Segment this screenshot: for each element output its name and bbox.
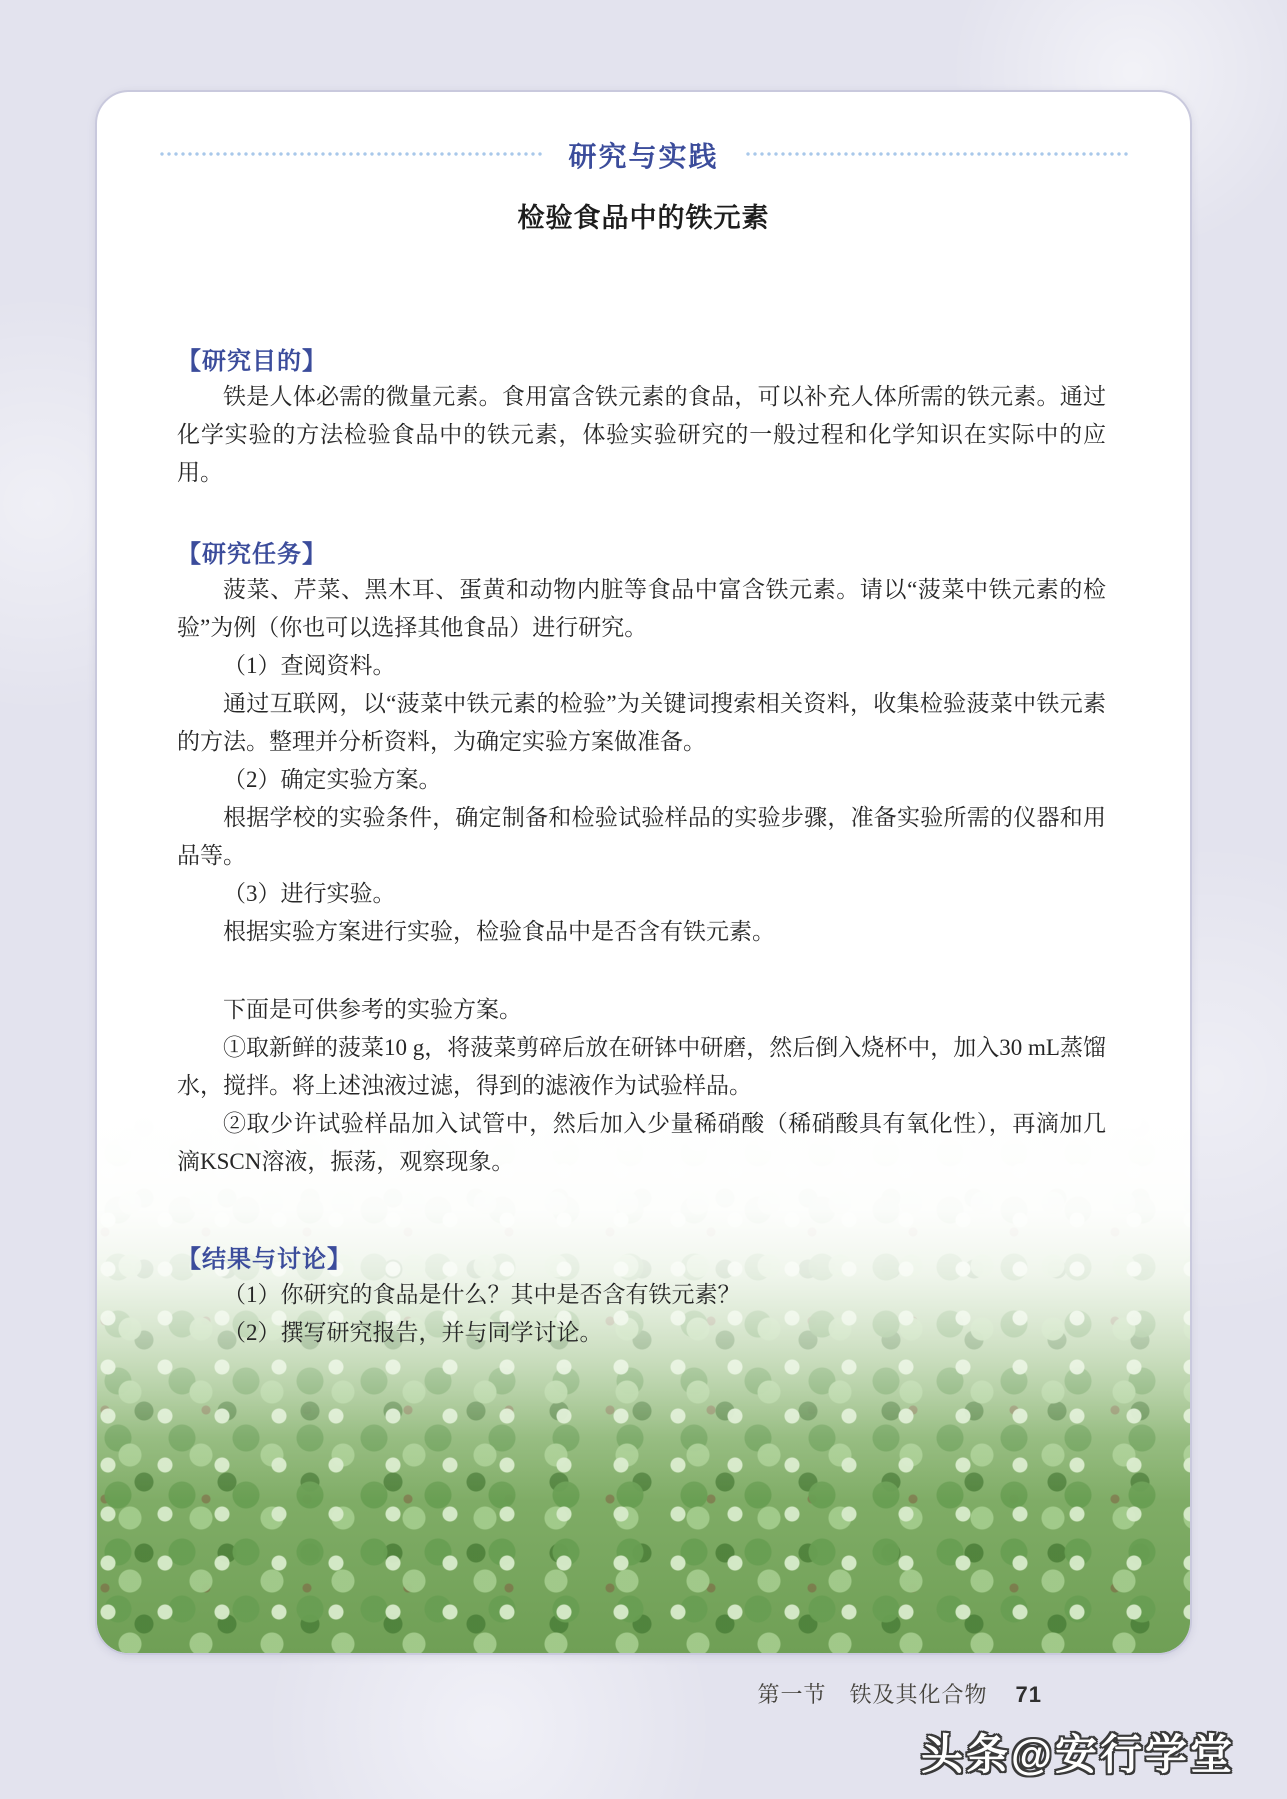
paragraph-task-step2: （2）确定实验方案。 [223, 767, 442, 792]
wavy-rule-left-icon [159, 152, 543, 158]
paragraph-task-step1: （1）查阅资料。 [223, 653, 396, 678]
page-footer [758, 1678, 1043, 1709]
section-heading-results: 【结果与讨论】 [177, 1246, 352, 1273]
paragraph-results-q2: （2）撰写研究报告，并与同学讨论。 [223, 1320, 603, 1345]
footer-page-number: 71 [1015, 1682, 1042, 1707]
page-title: 检验食品中的铁元素 [517, 203, 770, 233]
wavy-rule-right-icon [745, 152, 1129, 158]
paragraph-results-q1: （1）你研究的食品是什么？其中是否含有铁元素？ [223, 1282, 741, 1307]
paragraph-task-step3: （3）进行实验。 [223, 881, 396, 906]
paragraph-task-step2-detail: 根据学校的实验条件，确定制备和检验试验样品的实验步骤，准备实验所需的仪器和用品等。 [177, 805, 1106, 868]
section-heading-tasks: 【研究任务】 [177, 541, 327, 568]
card-content [97, 341, 1190, 1352]
paragraph-task-step1-detail: 通过互联网，以“菠菜中铁元素的检验”为关键词搜索相关资料，收集检验菠菜中铁元素的方法。整理并分析资料，为确定实验方案做准备。 [177, 691, 1106, 754]
banner-title: 研究与实践 [568, 141, 719, 172]
paragraph-reference-plan-intro: 下面是可供参考的实验方案。 [223, 997, 522, 1022]
watermark-text: 头条@安行学堂 [921, 1731, 1235, 1778]
section-heading-purpose: 【研究目的】 [177, 348, 327, 375]
paragraph-task-step3-detail: 根据实验方案进行实验，检验食品中是否含有铁元素。 [223, 919, 775, 944]
paragraph-plan-step2: ②取少许试验样品加入试管中，然后加入少量稀硝酸（稀硝酸具有氧化性），再滴加几滴KSCN溶液，振荡，观察现象。 [177, 1111, 1106, 1174]
paragraph-plan-step1: ①取新鲜的菠菜10 g，将菠菜剪碎后放在研钵中研磨，然后倒入烧杯中，加入30 mL蒸馏水，搅拌。将上述浊液过滤，得到的滤液作为试验样品。 [177, 1035, 1106, 1098]
activity-card [95, 90, 1192, 1655]
footer-section-title: 第一节 铁及其化合物 [757, 1682, 988, 1707]
banner-row [97, 138, 1190, 172]
paragraph-tasks-intro: 菠菜、芹菜、黑木耳、蛋黄和动物内脏等食品中富含铁元素。请以“菠菜中铁元素的检验”为例（你也可以选择其他食品）进行研究。 [177, 577, 1106, 640]
paragraph-purpose: 铁是人体必需的微量元素。食用富含铁元素的食品，可以补充人体所需的铁元素。通过化学实验的方法检验食品中的铁元素，体验实验研究的一般过程和化学知识在实际中的应用。 [177, 384, 1106, 485]
